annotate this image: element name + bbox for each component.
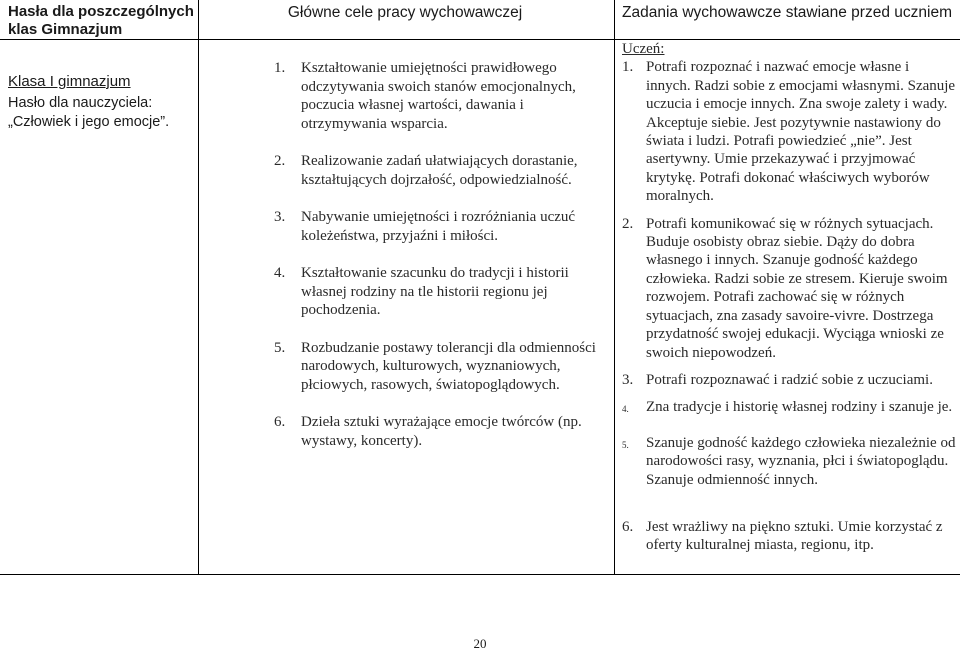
goal-text: Dzieła sztuki wyrażające emocje twórców (np. wystawy, koncerty). bbox=[301, 414, 582, 449]
goal-text: Rozbudzanie postawy tolerancji dla odmienności narodowych, kulturowych, wyznaniowych, płciowych, rasowych, światopoglądowych. bbox=[301, 339, 596, 393]
column-header-tasks: Zadania wychowawcze stawiane przed uczniem bbox=[622, 4, 952, 21]
goal-number: 4. bbox=[274, 265, 286, 281]
goal-item bbox=[273, 208, 613, 245]
task-number: 3. bbox=[622, 371, 634, 388]
motto-label: Hasło dla nauczyciela: bbox=[8, 95, 153, 111]
task-item bbox=[622, 371, 957, 389]
task-item bbox=[622, 215, 957, 362]
goals-list bbox=[273, 59, 613, 450]
task-item bbox=[622, 434, 957, 489]
task-number: 5. bbox=[622, 439, 629, 450]
task-text: Jest wrażliwy na piękno sztuki. Umie korzystać z oferty kulturalnej miasta, regionu, itp. bbox=[646, 518, 943, 554]
task-text: Potrafi komunikować się w różnych sytuacjach. Buduje osobisty obraz siebie. Dąży do dobra własnego i innych. Szanuje godność każdego człowieka. Radzi sobie ze stresem. Kieruje swoim rozwojem. Potrafi zachować się w różnych sytuacjach, zna zasady savoire-vivre. Dostrzega przydatność swojej edukacji. Wyciąga wnioski ze swoich niepowodzeń. bbox=[646, 215, 948, 361]
task-number: 1. bbox=[622, 59, 634, 76]
student-label: Uczeń: bbox=[622, 41, 665, 57]
task-text: Potrafi rozpoznać i nazwać emocje własne i innych. Radzi sobie z emocjami własnymi. Szanuje uczucia i emocje innych. Zna swoje zalety i wady. Akceptuje siebie. Jest pozytywnie nastawiony do świata i ludzi. Potrafi powiedzieć „nie”. Jest asertywny. Umie przekazywać i przyjmować krytykę. Potrafi dokonać właściwych wyborów moralnych. bbox=[646, 59, 956, 205]
column-divider-1 bbox=[198, 0, 199, 574]
column-header-mottos: Hasła dla poszczególnych klas Gimnazjum bbox=[8, 3, 194, 38]
class-motto-cell bbox=[8, 72, 193, 132]
goal-text: Kształtowanie szacunku do tradycji i historii własnej rodziny na tle historii regionu jej pochodzenia. bbox=[301, 265, 569, 318]
task-item bbox=[622, 518, 957, 555]
goal-item bbox=[273, 413, 613, 450]
goal-number: 2. bbox=[274, 153, 286, 169]
task-item bbox=[622, 58, 957, 205]
goal-item bbox=[273, 59, 613, 133]
goal-item bbox=[273, 339, 613, 395]
goal-text: Nabywanie umiejętności i rozróżniania uczuć koleżeństwa, przyjaźni i miłości. bbox=[301, 209, 576, 244]
goal-number: 6. bbox=[274, 414, 286, 430]
goal-text: Kształtowanie umiejętności prawidłowego odczytywania swoich stanów emocjonalnych, poczucia własnej wartości, dawania i otrzymywania wsparcia. bbox=[301, 60, 576, 132]
task-text: Szanuje godność każdego człowieka niezależnie od narodowości rasy, wyznania, płci i światopoglądu. Szanuje odmienność innych. bbox=[646, 434, 956, 488]
goal-item bbox=[273, 152, 613, 189]
goal-text: Realizowanie zadań ułatwiających dorastanie, kształtujących dojrzałość, odpowiedzialność. bbox=[301, 153, 578, 188]
goal-number: 3. bbox=[274, 209, 286, 225]
task-text: Zna tradycje i historię własnej rodziny i szanuje je. bbox=[646, 399, 953, 416]
goal-number: 1. bbox=[274, 60, 286, 76]
goal-number: 5. bbox=[274, 339, 286, 356]
task-item bbox=[622, 398, 957, 416]
page-number: 20 bbox=[473, 636, 487, 651]
motto-text: „Człowiek i jego emocje”. bbox=[8, 114, 170, 130]
column-header-goals: Główne cele pracy wychowawczej bbox=[287, 4, 523, 21]
table-bottom-border bbox=[0, 574, 960, 575]
column-divider-2 bbox=[614, 0, 615, 574]
task-number: 2. bbox=[622, 215, 634, 232]
task-number: 4. bbox=[622, 404, 629, 415]
task-number: 6. bbox=[622, 518, 634, 535]
class-title: Klasa I gimnazjum bbox=[8, 73, 131, 90]
tasks-list bbox=[622, 40, 957, 555]
task-text: Potrafi rozpoznawać i radzić sobie z uczuciami. bbox=[646, 371, 933, 388]
goal-item bbox=[273, 264, 613, 320]
